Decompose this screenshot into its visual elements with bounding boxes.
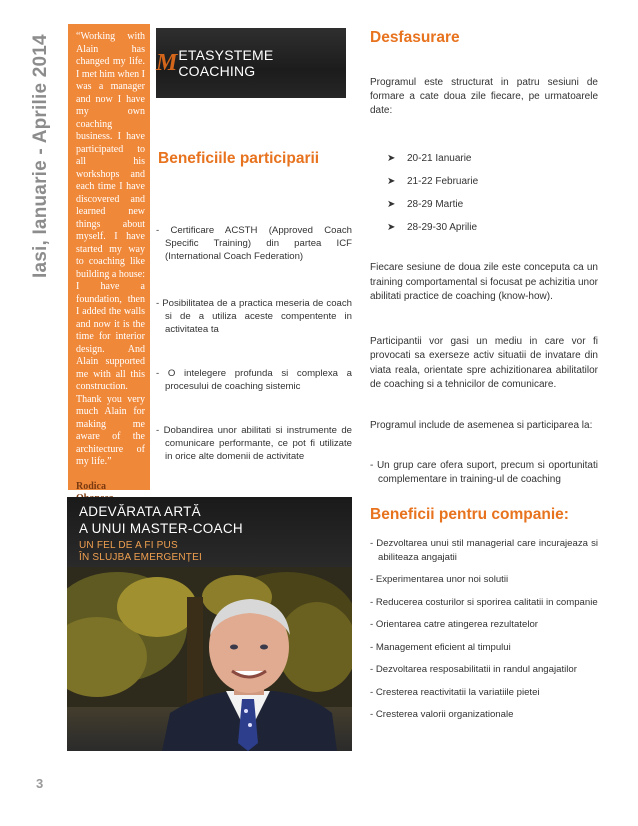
- book-subtitle: [79, 540, 202, 564]
- session-date: 28-29-30 Aprilie: [407, 222, 478, 233]
- company-benefits: [370, 506, 598, 731]
- list-item: [387, 175, 598, 189]
- arrowhead-icon: ➤: [387, 222, 396, 233]
- list-item: - O intelegere profunda si complexa a procesului de coaching sistemic: [156, 368, 352, 392]
- book-cover-photo: [67, 497, 352, 751]
- book-subtitle-line: UN FEL DE A FI PUS: [79, 540, 178, 551]
- vertical-title-text: Iasi, Ianuarie - Aprilie 2014: [30, 34, 51, 278]
- list-item: [387, 152, 598, 166]
- list-item: - Posibilitatea de a practica meseria de coach si de a utiliza aceste compentente in activitatea ta: [156, 298, 352, 335]
- session-date: 21-22 Februarie: [407, 176, 479, 187]
- testimonial-author: Rodica: [76, 480, 106, 492]
- arrowhead-icon: ➤: [387, 176, 396, 187]
- testimonial-quote: “Working with Alain has changed my life. I met him when I was a manager and now I have my own coaching business. I have participated to all his workshops and each time I have discovered and learned new things about myself. I have started my way to coaching like building a house: I have a foundation, then I added the walls and now it is the time for interior design. And Alain supported me with all this construction. Thank you very much Alain for making me aware of the architecture of my life.”: [76, 31, 145, 467]
- list-item: - Reducerea costurilor si sporirea calitatii in companie: [370, 596, 598, 608]
- participant-benefits-heading: Beneficiile participarii: [158, 150, 320, 167]
- participant-benefits: [156, 150, 352, 480]
- metasysteme-logo: [156, 28, 346, 98]
- list-item: - Cresterea valorii organizationale: [370, 709, 514, 720]
- desfasurare-section: [370, 29, 598, 487]
- list-item: - Experimentarea unor noi solutii: [370, 574, 509, 585]
- list-item: - Orientarea catre atingerea rezultatelor: [370, 619, 538, 630]
- session-date: 28-29 Martie: [407, 199, 464, 210]
- list-item: - Certificare ACSTH (Approved Coach Specific Training) din partea ICF (International Coach Federation): [156, 225, 352, 262]
- company-benefits-list: [370, 537, 598, 722]
- logo-text: ETASYSTEME COACHING: [178, 47, 274, 79]
- arrowhead-icon: ➤: [387, 199, 396, 210]
- company-benefits-heading: Beneficii pentru companie:: [370, 506, 569, 523]
- list-item: - Management eficient al timpului: [370, 641, 511, 653]
- desfasurare-heading: Desfasurare: [370, 29, 460, 46]
- book-title: [79, 503, 243, 537]
- session-date: 20-21 Ianuarie: [407, 153, 472, 164]
- book-title-line: ADEVĂRATA ARTĂ: [79, 504, 201, 519]
- page-number: 3: [36, 776, 44, 791]
- arrowhead-icon: ➤: [387, 153, 396, 164]
- participants-environment: Participantii vor gasi un mediu in care vor fi provocati sa exerseze activ situatii de invatare din viata reala, orientate spre achizitionarea abilitatilor de coaching si a tehnicilor de comunicare.: [370, 335, 598, 390]
- list-item: - Dezvoltarea unui stil managerial care incurajeaza si abiliteaza angajatii: [370, 538, 598, 563]
- list-item: [387, 221, 598, 235]
- logo-mark: M: [156, 49, 178, 76]
- vertical-location-date: [22, 34, 66, 278]
- book-title-line: A UNUI MASTER-COACH: [79, 521, 243, 536]
- session-description: Fiecare sesiune de doua zile este conceputa ca un training comportamental si focusat pe achizitia unor abilitati practice de coaching (know-how).: [370, 262, 598, 302]
- list-item: - Dezvoltarea resposabilitatii in randul angajatilor: [370, 664, 577, 675]
- testimonial-sidebar: [68, 24, 150, 490]
- session-dates-list: [370, 152, 598, 235]
- program-includes: Programul include de asemenea si participarea la:: [370, 419, 593, 431]
- list-item: - Dobandirea unor abilitati si instrumente de comunicare performante, ce pot fi utilizate in orice alte domenii de activitate: [156, 425, 352, 462]
- program-intro: Programul este structurat in patru sesiuni de formare a cate doua zile fiecare, pe urmatoarele date:: [370, 77, 598, 116]
- participant-benefits-list: [156, 224, 352, 463]
- list-item: - Cresterea reactivitatii la variatiile pietei: [370, 686, 540, 698]
- book-subtitle-line: ÎN SLUJBA EMERGENȚEI: [79, 552, 202, 563]
- coach-portrait: [162, 595, 337, 751]
- list-item: - Un grup care ofera suport, precum si oportunitati complementare in training-ul de coaching: [370, 460, 598, 485]
- list-item: [387, 198, 598, 212]
- program-extras-list: [370, 459, 598, 487]
